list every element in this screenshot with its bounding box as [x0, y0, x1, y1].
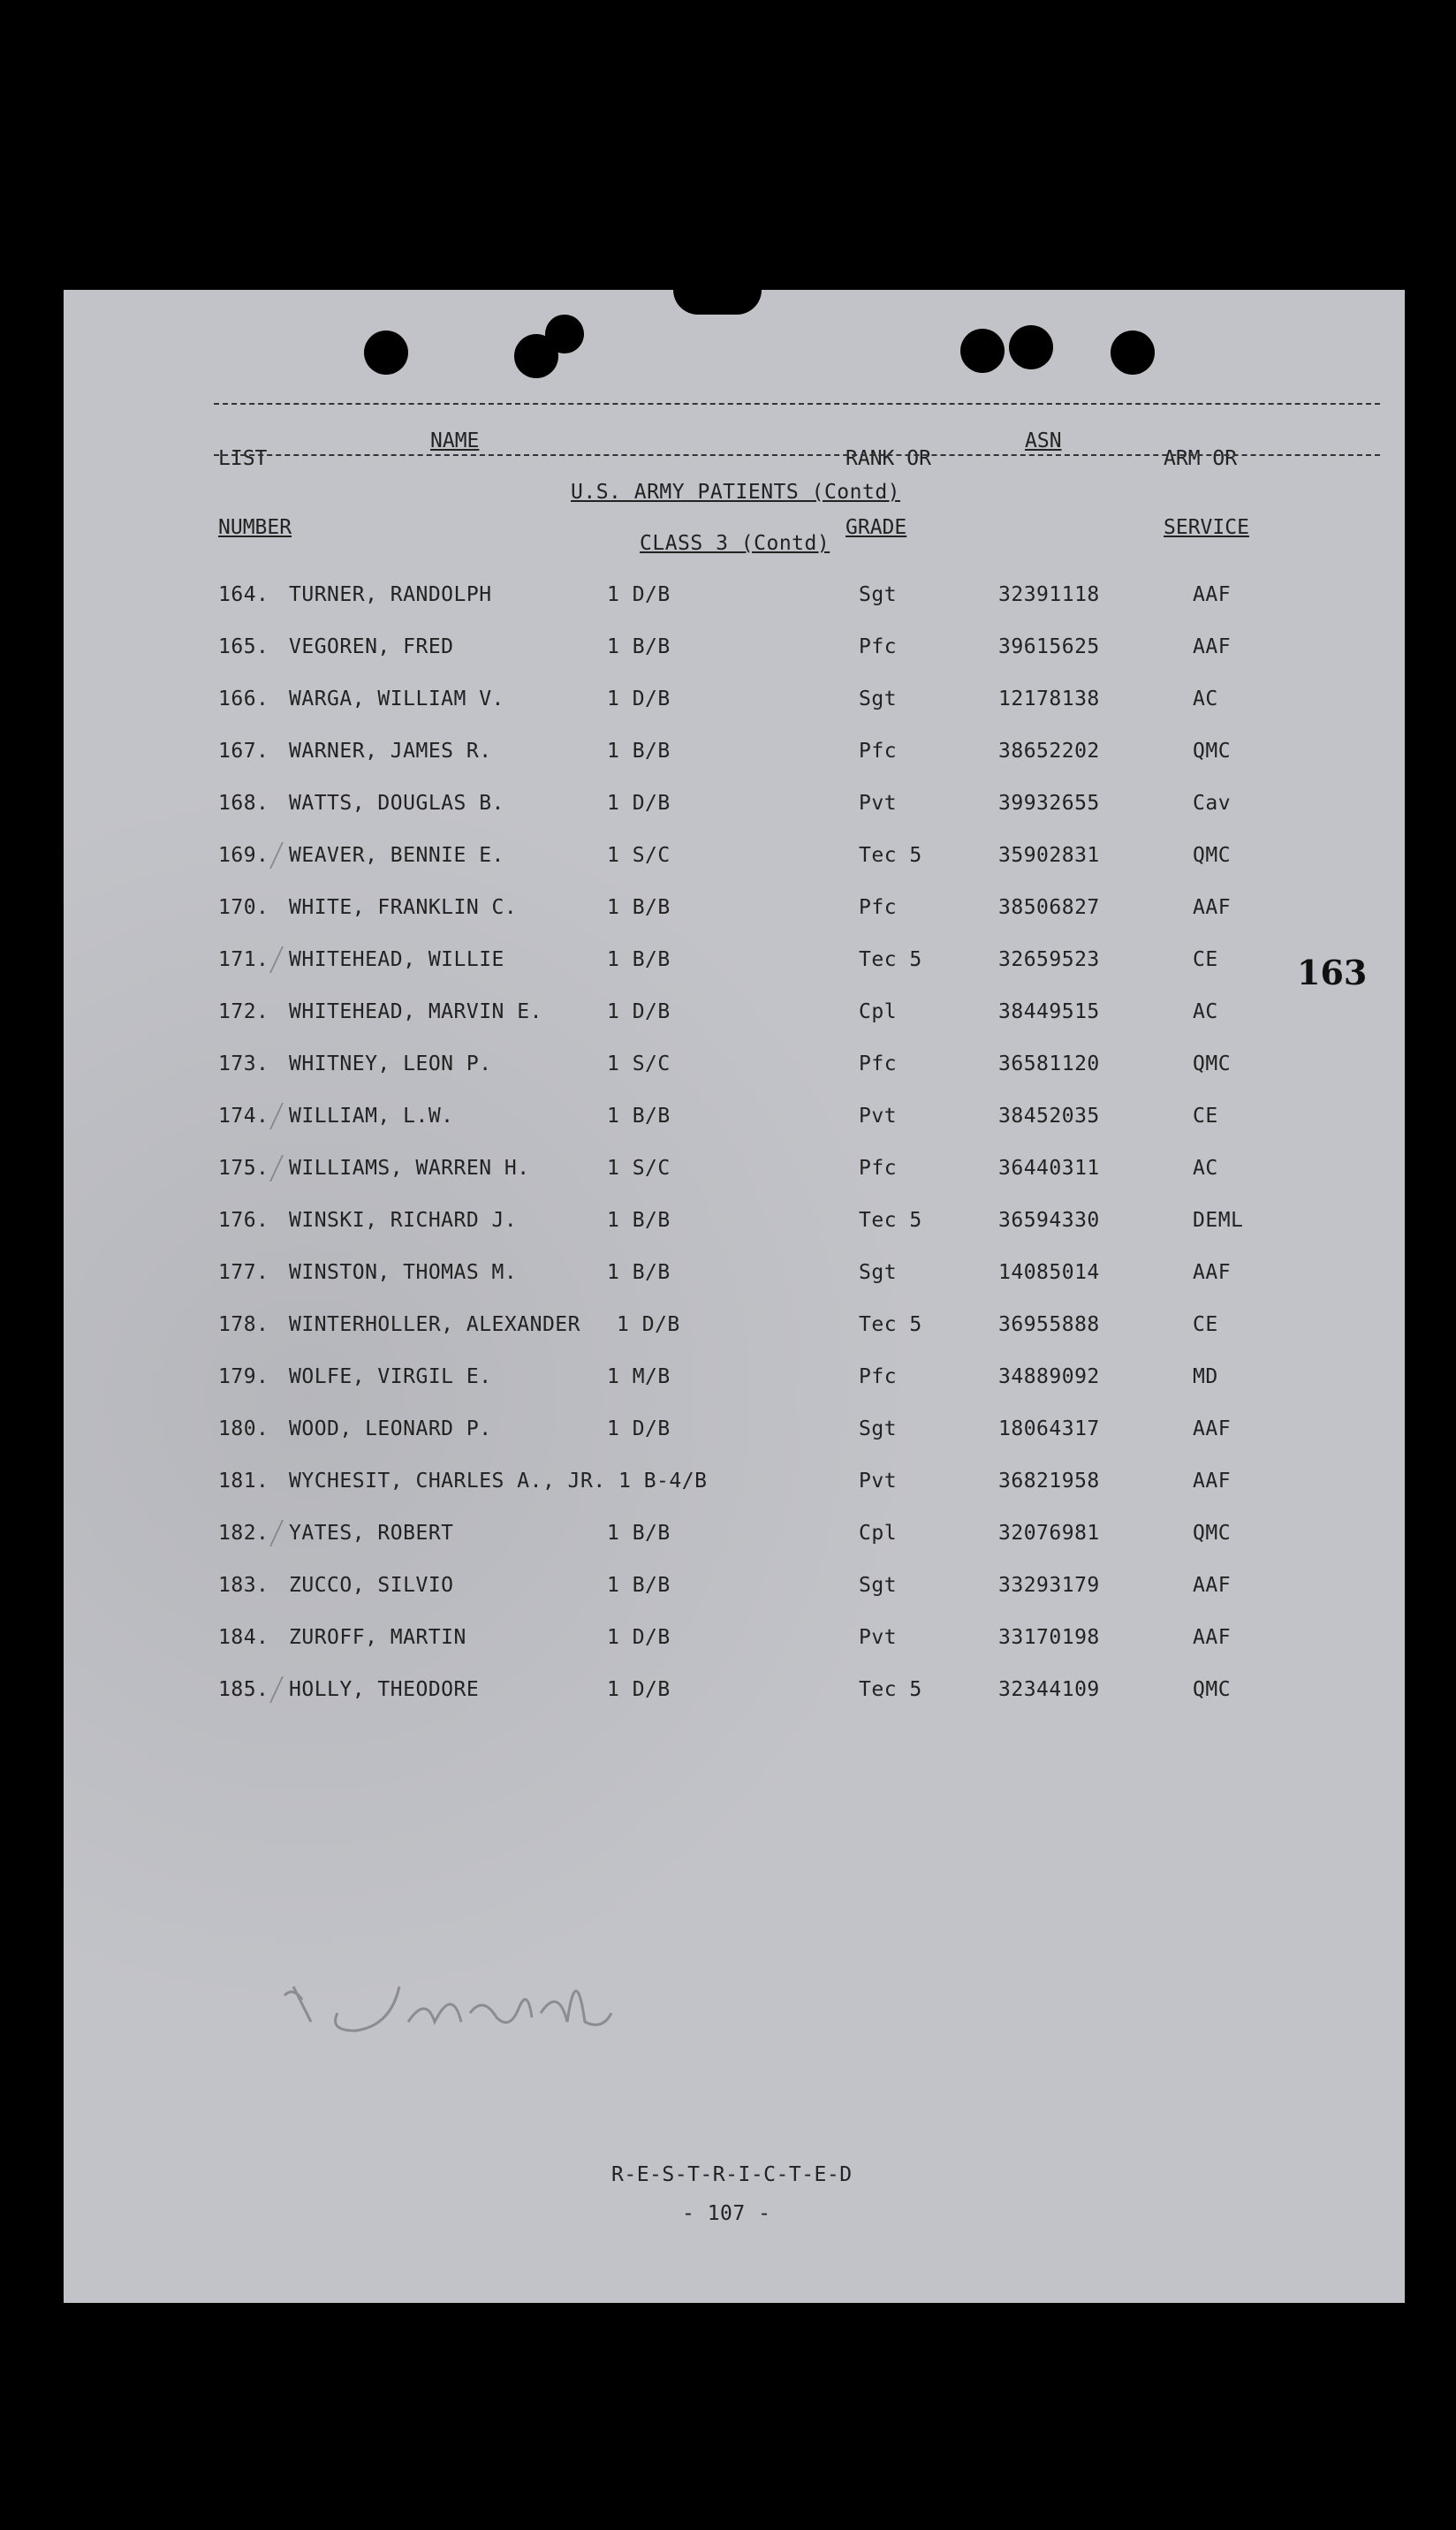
header-rule-top: [214, 403, 1380, 405]
rank-grade: Cpl: [859, 1000, 898, 1023]
rank-grade: Tec 5: [859, 1209, 922, 1232]
document-page: [64, 290, 1405, 2303]
row-number: 178.: [218, 1313, 269, 1336]
arm-service: AC: [1193, 1157, 1218, 1180]
header-name: NAME: [430, 429, 480, 452]
rank-grade: Tec 5: [859, 1313, 922, 1336]
status-code: 1 D/B: [607, 1417, 671, 1440]
patient-name: WHITEHEAD, MARVIN E.: [289, 1000, 542, 1023]
row-number: 180.: [218, 1417, 269, 1440]
row-number: 171.: [218, 948, 269, 971]
row-number: 183.: [218, 1574, 269, 1597]
status-code: 1 B/B: [607, 896, 671, 919]
rank-grade: Sgt: [859, 583, 898, 606]
row-number: 184.: [218, 1626, 269, 1649]
asn-number: 32344109: [998, 1678, 1100, 1701]
row-number: 166.: [218, 688, 269, 710]
classification-footer: R-E-S-T-R-I-C-T-E-D: [611, 2163, 853, 2186]
asn-number: 36821958: [998, 1470, 1100, 1493]
rank-grade: Pfc: [859, 896, 898, 919]
rank-grade: Sgt: [859, 1574, 898, 1597]
patient-name: WYCHESIT, CHARLES A., JR.: [289, 1470, 606, 1493]
arm-service: AC: [1193, 1000, 1218, 1023]
asn-number: 36581120: [998, 1052, 1100, 1075]
rank-grade: Pvt: [859, 1626, 898, 1649]
arm-service: QMC: [1193, 1678, 1232, 1701]
patient-name: ZUCCO, SILVIO: [289, 1574, 454, 1597]
rank-grade: Tec 5: [859, 1678, 922, 1701]
asn-number: 36955888: [998, 1313, 1100, 1336]
arm-service: MD: [1193, 1365, 1218, 1388]
status-code: 1 B/B: [607, 1574, 671, 1597]
patient-name: WHITEHEAD, WILLIE: [289, 948, 504, 971]
status-code: 1 D/B: [607, 1626, 671, 1649]
rank-grade: Pvt: [859, 1470, 898, 1493]
patient-name: HOLLY, THEODORE: [289, 1678, 480, 1701]
arm-service: CE: [1193, 948, 1218, 971]
rank-grade: Sgt: [859, 1417, 898, 1440]
header-asn: ASN: [1025, 429, 1062, 452]
status-code: 1 D/B: [607, 1678, 671, 1701]
patient-name: WOLFE, VIRGIL E.: [289, 1365, 492, 1388]
torn-edge: [673, 290, 762, 315]
rank-grade: Pvt: [859, 792, 898, 815]
asn-number: 32076981: [998, 1522, 1100, 1545]
asn-number: 35902831: [998, 844, 1100, 867]
arm-service: CE: [1193, 1105, 1218, 1128]
status-code: 1 B/B: [607, 1105, 671, 1128]
row-number: 185.: [218, 1678, 269, 1701]
row-number: 177.: [218, 1261, 269, 1284]
asn-number: 36440311: [998, 1157, 1100, 1180]
class-title: CLASS 3 (Contd): [640, 532, 830, 555]
status-code: 1 B/B: [607, 1209, 671, 1232]
row-number: 175.: [218, 1157, 269, 1180]
asn-number: 14085014: [998, 1261, 1100, 1284]
patient-name: ZUROFF, MARTIN: [289, 1626, 466, 1649]
arm-service: QMC: [1193, 844, 1232, 867]
asn-number: 38449515: [998, 1000, 1100, 1023]
row-number: 176.: [218, 1209, 269, 1232]
status-code: 1 S/C: [607, 844, 671, 867]
asn-number: 39615625: [998, 635, 1100, 658]
row-number: 173.: [218, 1052, 269, 1075]
asn-number: 39932655: [998, 792, 1100, 815]
row-number: 172.: [218, 1000, 269, 1023]
status-code: 1 S/C: [607, 1052, 671, 1075]
punch-hole: [1009, 325, 1053, 369]
arm-service: DEML: [1193, 1209, 1244, 1232]
asn-number: 34889092: [998, 1365, 1100, 1388]
arm-service: AAF: [1193, 1626, 1232, 1649]
asn-number: 38652202: [998, 740, 1100, 763]
rank-grade: Pvt: [859, 1105, 898, 1128]
rank-grade: Tec 5: [859, 844, 922, 867]
rank-grade: Sgt: [859, 688, 898, 710]
arm-service: QMC: [1193, 1052, 1232, 1075]
status-code: 1 D/B: [607, 583, 671, 606]
punch-hole: [364, 330, 408, 375]
side-page-stamp: 163: [1297, 953, 1368, 992]
patient-name: WILLIAMS, WARREN H.: [289, 1157, 530, 1180]
asn-number: 32391118: [998, 583, 1100, 606]
row-number: 181.: [218, 1470, 269, 1493]
row-number: 169.: [218, 844, 269, 867]
status-code: 1 B/B: [607, 948, 671, 971]
section-title: U.S. ARMY PATIENTS (Contd): [571, 481, 901, 504]
asn-number: 12178138: [998, 688, 1100, 710]
asn-number: 32659523: [998, 948, 1100, 971]
header-rank: RANK OR GRADE: [846, 447, 931, 539]
row-number: 165.: [218, 635, 269, 658]
status-code: 1 B/B: [607, 740, 671, 763]
patient-name: WATTS, DOUGLAS B.: [289, 792, 504, 815]
rank-grade: Cpl: [859, 1522, 898, 1545]
status-code: 1 D/B: [607, 792, 671, 815]
patient-name: WARNER, JAMES R.: [289, 740, 492, 763]
arm-service: AAF: [1193, 583, 1232, 606]
arm-service: AAF: [1193, 1261, 1232, 1284]
asn-number: 38452035: [998, 1105, 1100, 1128]
arm-service: CE: [1193, 1313, 1218, 1336]
punch-hole: [545, 315, 584, 353]
punch-hole: [1111, 330, 1155, 375]
asn-number: 18064317: [998, 1417, 1100, 1440]
rank-grade: Pfc: [859, 635, 898, 658]
rank-grade: Pfc: [859, 1365, 898, 1388]
patient-name: WEAVER, BENNIE E.: [289, 844, 504, 867]
header-arm: ARM OR SERVICE: [1164, 447, 1249, 539]
asn-number: 38506827: [998, 896, 1100, 919]
arm-service: AC: [1193, 688, 1218, 710]
patient-name: WARGA, WILLIAM V.: [289, 688, 504, 710]
status-code: 1 D/B: [617, 1313, 680, 1336]
patient-name: WINTERHOLLER, ALEXANDER: [289, 1313, 580, 1336]
header-list-number: LIST NUMBER: [218, 447, 292, 539]
row-number: 179.: [218, 1365, 269, 1388]
status-code: 1 B/B: [607, 635, 671, 658]
page-number: - 107 -: [682, 2202, 771, 2225]
status-code: 1 D/B: [607, 1000, 671, 1023]
patient-name: WOOD, LEONARD P.: [289, 1417, 492, 1440]
patient-name: WINSKI, RICHARD J.: [289, 1209, 518, 1232]
rank-grade: Sgt: [859, 1261, 898, 1284]
asn-number: 36594330: [998, 1209, 1100, 1232]
row-number: 170.: [218, 896, 269, 919]
patient-name: TURNER, RANDOLPH: [289, 583, 492, 606]
rank-grade: Pfc: [859, 1157, 898, 1180]
asn-number: 33293179: [998, 1574, 1100, 1597]
status-code: 1 B/B: [607, 1522, 671, 1545]
header-rule-bottom: [214, 454, 1380, 456]
row-number: 174.: [218, 1105, 269, 1128]
arm-service: QMC: [1193, 740, 1232, 763]
patient-name: WILLIAM, L.W.: [289, 1105, 454, 1128]
row-number: 167.: [218, 740, 269, 763]
handwritten-signature: [276, 1934, 700, 2061]
arm-service: AAF: [1193, 635, 1232, 658]
row-number: 168.: [218, 792, 269, 815]
patient-name: WHITNEY, LEON P.: [289, 1052, 492, 1075]
rank-grade: Pfc: [859, 1052, 898, 1075]
status-code: 1 B/B: [607, 1261, 671, 1284]
asn-number: 33170198: [998, 1626, 1100, 1649]
arm-service: AAF: [1193, 1574, 1232, 1597]
punch-hole: [960, 329, 1005, 373]
arm-service: Cav: [1193, 792, 1232, 815]
status-code: 1 M/B: [607, 1365, 671, 1388]
row-number: 164.: [218, 583, 269, 606]
patient-name: VEGOREN, FRED: [289, 635, 454, 658]
patient-name: YATES, ROBERT: [289, 1522, 454, 1545]
arm-service: QMC: [1193, 1522, 1232, 1545]
status-code: 1 S/C: [607, 1157, 671, 1180]
patient-name: WHITE, FRANKLIN C.: [289, 896, 518, 919]
patient-name: WINSTON, THOMAS M.: [289, 1261, 518, 1284]
arm-service: AAF: [1193, 1417, 1232, 1440]
row-number: 182.: [218, 1522, 269, 1545]
status-code: 1 B-4/B: [618, 1470, 708, 1493]
arm-service: AAF: [1193, 1470, 1232, 1493]
rank-grade: Pfc: [859, 740, 898, 763]
arm-service: AAF: [1193, 896, 1232, 919]
rank-grade: Tec 5: [859, 948, 922, 971]
status-code: 1 D/B: [607, 688, 671, 710]
